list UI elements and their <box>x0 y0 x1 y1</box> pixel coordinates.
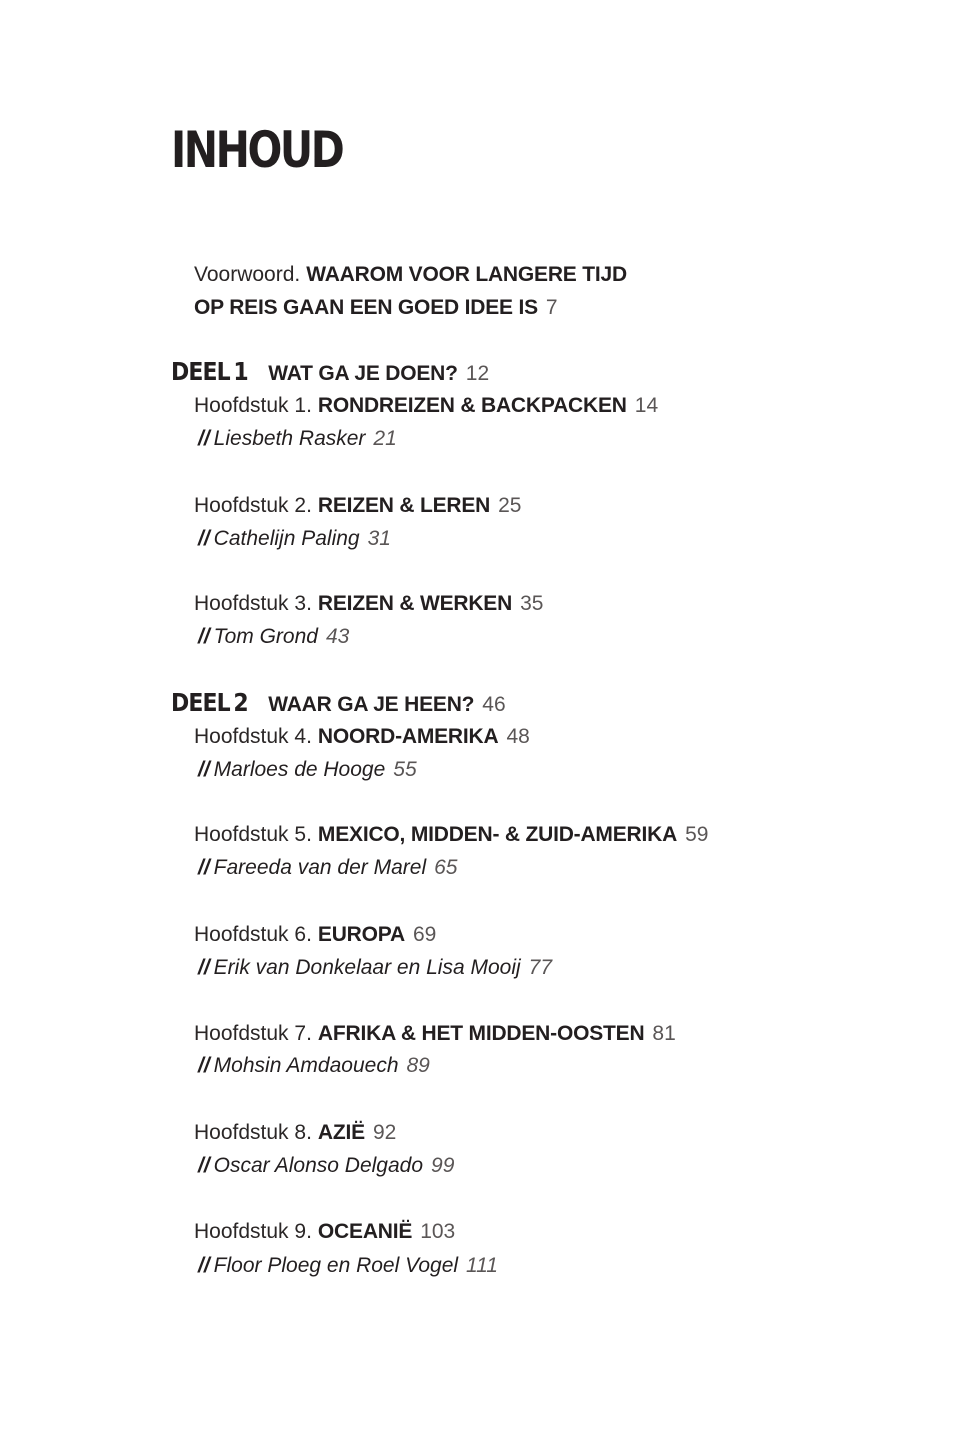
chapter-5-entry[interactable] <box>194 818 708 852</box>
chapter-8-page: 92 <box>372 1121 397 1144</box>
chapter-3-author: Tom Grond <box>213 625 318 648</box>
part-2-title: WAAR GA JE HEEN? <box>268 693 475 716</box>
chapter-7-author-page: 89 <box>406 1054 430 1077</box>
chapter-1-prefix: Hoofdstuk 1. <box>194 394 312 417</box>
chapter-6-page: 69 <box>413 923 437 946</box>
foreword-title-line1: WAAROM VOOR LANGERE TIJD <box>306 263 627 286</box>
part-1-number: 1 <box>233 357 248 386</box>
chapter-5-author: Fareeda van der Marel <box>213 856 427 879</box>
chapter-2-page: 25 <box>498 494 522 517</box>
chapter-1-entry[interactable] <box>194 389 658 423</box>
author-marker: // <box>198 856 210 879</box>
chapter-1-page: 14 <box>634 394 659 417</box>
author-marker: // <box>198 758 210 781</box>
chapter-8-author: Oscar Alonso Delgado <box>213 1154 424 1177</box>
chapter-3-author-entry[interactable] <box>198 620 349 654</box>
chapter-7-entry[interactable] <box>194 1017 676 1051</box>
chapter-4-author-entry[interactable] <box>198 753 417 787</box>
chapter-3-entry[interactable] <box>194 587 543 621</box>
chapter-4-prefix: Hoofdstuk 4. <box>194 725 312 748</box>
chapter-8-entry[interactable] <box>194 1116 396 1150</box>
chapter-9-author-page: 111 <box>466 1254 498 1277</box>
foreword-title-line2: OP REIS GAAN EEN GOED IDEE IS <box>194 296 538 319</box>
chapter-7-title: AFRIKA & HET MIDDEN-OOSTEN <box>317 1022 645 1045</box>
part-1-label-word: DEEL <box>171 357 230 386</box>
foreword-entry[interactable] <box>194 258 627 292</box>
chapter-6-title: EUROPA <box>317 923 405 946</box>
author-marker: // <box>198 427 210 450</box>
chapter-9-prefix: Hoofdstuk 9. <box>194 1220 312 1243</box>
chapter-4-title: NOORD-AMERIKA <box>317 725 499 748</box>
foreword-page: 7 <box>545 296 558 319</box>
part-2-label-word: DEEL <box>171 688 230 717</box>
chapter-3-title: REIZEN & WERKEN <box>317 592 513 615</box>
chapter-8-prefix: Hoofdstuk 8. <box>194 1121 312 1144</box>
author-marker: // <box>198 1254 210 1277</box>
chapter-9-author-entry[interactable] <box>198 1249 498 1283</box>
author-marker: // <box>198 1054 210 1077</box>
chapter-8-author-page: 99 <box>431 1154 455 1177</box>
chapter-4-author: Marloes de Hooge <box>213 758 386 781</box>
chapter-8-title: AZIË <box>317 1121 365 1144</box>
author-marker: // <box>198 527 210 550</box>
chapter-9-title: OCEANIË <box>317 1220 413 1243</box>
chapter-6-entry[interactable] <box>194 918 436 952</box>
chapter-2-author-page: 31 <box>367 527 391 550</box>
chapter-9-author: Floor Ploeg en Roel Vogel <box>213 1254 459 1277</box>
chapter-6-author-page: 77 <box>528 956 553 979</box>
page-title: INHOUD <box>171 121 343 179</box>
chapter-4-page: 48 <box>506 725 530 748</box>
chapter-6-author-entry[interactable] <box>198 951 552 985</box>
chapter-3-page: 35 <box>520 592 544 615</box>
chapter-5-author-entry[interactable] <box>198 851 457 885</box>
chapter-1-author-entry[interactable] <box>198 422 397 456</box>
chapter-5-title: MEXICO, MIDDEN- & ZUID-AMERIKA <box>317 823 678 846</box>
chapter-9-entry[interactable] <box>194 1215 455 1249</box>
part-1-entry[interactable] <box>171 355 489 389</box>
chapter-5-author-page: 65 <box>434 856 458 879</box>
chapter-7-author-entry[interactable] <box>198 1049 430 1083</box>
chapter-2-entry[interactable] <box>194 489 521 523</box>
chapter-3-prefix: Hoofdstuk 3. <box>194 592 312 615</box>
chapter-2-prefix: Hoofdstuk 2. <box>194 494 312 517</box>
chapter-9-page: 103 <box>420 1220 456 1243</box>
part-2-label <box>171 686 248 720</box>
chapter-8-author-entry[interactable] <box>198 1149 454 1183</box>
part-1-page: 12 <box>465 362 490 385</box>
chapter-6-author: Erik van Donkelaar en Lisa Mooij <box>213 956 521 979</box>
part-2-entry[interactable] <box>171 686 506 720</box>
chapter-1-title: RONDREIZEN & BACKPACKEN <box>317 394 627 417</box>
chapter-2-author: Cathelijn Paling <box>213 527 360 550</box>
chapter-4-entry[interactable] <box>194 720 530 754</box>
chapter-1-author: Liesbeth Rasker <box>213 427 366 450</box>
part-2-page: 46 <box>482 693 506 716</box>
foreword-entry-continued[interactable] <box>194 291 558 325</box>
chapter-7-page: 81 <box>652 1022 676 1045</box>
part-1-title: WAT GA JE DOEN? <box>268 362 458 385</box>
chapter-7-prefix: Hoofdstuk 7. <box>194 1022 312 1045</box>
chapter-1-author-page: 21 <box>373 427 397 450</box>
part-1-label <box>171 355 248 389</box>
chapter-3-author-page: 43 <box>325 625 350 648</box>
author-marker: // <box>198 956 210 979</box>
chapter-4-author-page: 55 <box>393 758 417 781</box>
chapter-2-author-entry[interactable] <box>198 522 391 556</box>
part-2-number: 2 <box>233 688 248 717</box>
chapter-7-author: Mohsin Amdaouech <box>213 1054 399 1077</box>
foreword-prefix: Voorwoord. <box>194 263 301 286</box>
chapter-5-prefix: Hoofdstuk 5. <box>194 823 312 846</box>
chapter-6-prefix: Hoofdstuk 6. <box>194 923 312 946</box>
chapter-2-title: REIZEN & LEREN <box>317 494 491 517</box>
chapter-5-page: 59 <box>685 823 709 846</box>
author-marker: // <box>198 625 210 648</box>
author-marker: // <box>198 1154 210 1177</box>
